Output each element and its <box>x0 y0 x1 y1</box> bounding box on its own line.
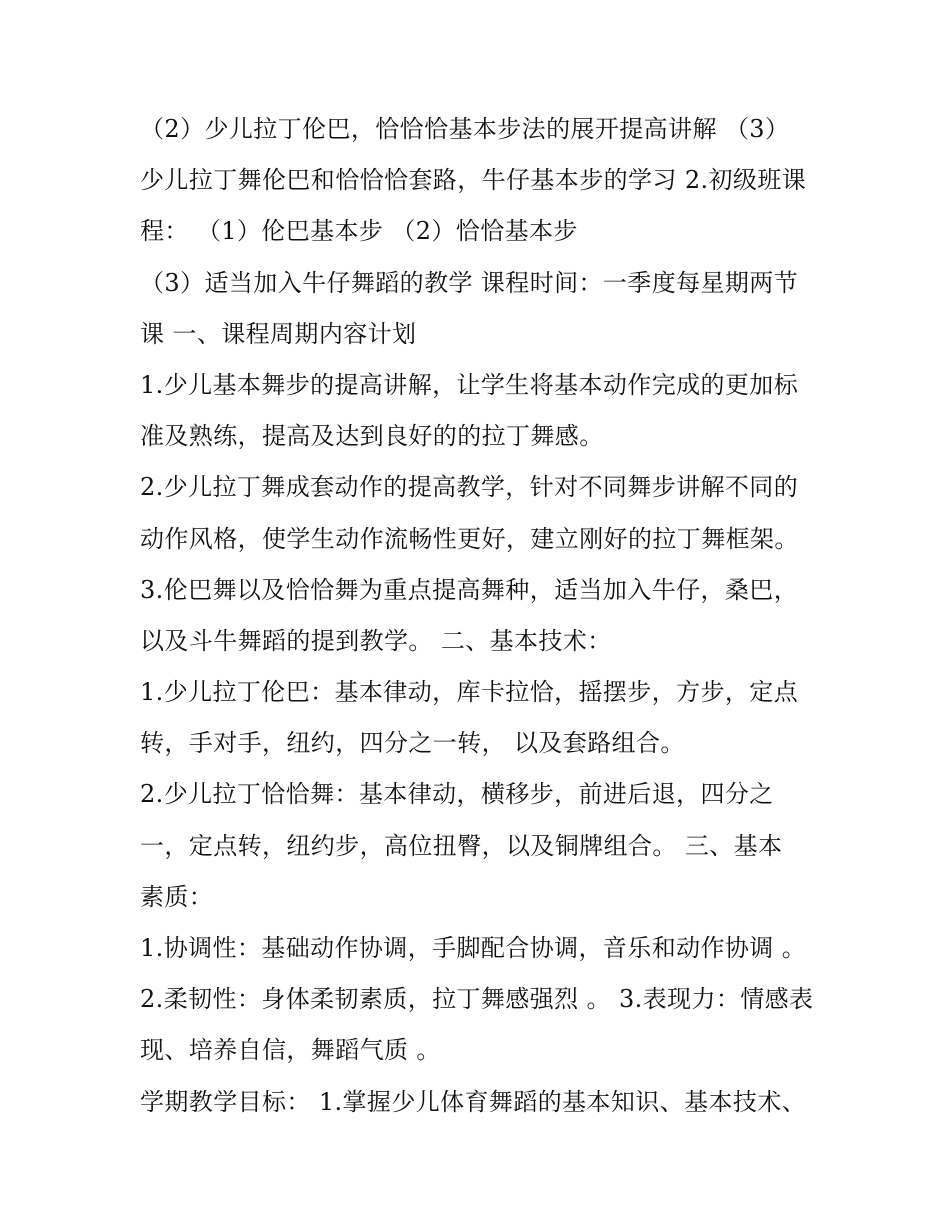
text-line: 学期教学目标： 1.掌握少儿体育舞蹈的基本知识、基本技术、 <box>140 1087 807 1116</box>
text-line: 现、培养自信，舞蹈气质 。 <box>140 1036 441 1065</box>
text-line: 2.少儿拉丁恰恰舞：基本律动，横移步，前进后退，四分之 <box>140 780 774 809</box>
text-line: 1.少儿基本舞步的提高讲解，让学生将基本动作完成的更加标 <box>140 370 799 399</box>
text-line: 以及斗牛舞蹈的提到教学。 二、基本技术： <box>140 626 612 655</box>
text-line: 程： （1）伦巴基本步 （2）恰恰基本步 <box>140 217 578 246</box>
text-line: 课 一、课程周期内容计划 <box>140 319 417 348</box>
document-body <box>140 104 820 1128</box>
text-line: 2.少儿拉丁舞成套动作的提高教学，针对不同舞步讲解不同的 <box>140 473 799 502</box>
text-line: 2.柔韧性：身体柔韧素质，拉丁舞感强烈 。 3.表现力：情感表 <box>140 985 814 1014</box>
text-line: 动作风格，使学生动作流畅性更好，建立刚好的拉丁舞框架。 <box>140 524 799 553</box>
text-line: 1.协调性：基础动作协调，手脚配合协调，音乐和动作协调 。 <box>140 934 807 962</box>
text-line: 一，定点转，纽约步，高位扭臀，以及铜牌组合。 三、基本 <box>140 831 783 860</box>
text-line: 转，手对手，纽约，四分之一转， 以及套路组合。 <box>140 729 685 758</box>
text-line: （3）适当加入牛仔舞蹈的教学 课程时间：一季度每星期两节 <box>140 268 799 297</box>
text-line: 素质： <box>140 882 214 911</box>
text-line: 少儿拉丁舞伦巴和恰恰恰套路，牛仔基本步的学习 2.初级班课 <box>140 166 807 195</box>
text-line: （2）少儿拉丁伦巴，恰恰恰基本步法的展开提高讲解 （3） <box>140 115 790 143</box>
text-line: 1.少儿拉丁伦巴：基本律动，库卡拉恰，摇摆步，方步，定点 <box>140 678 799 707</box>
text-line: 准及熟练，提高及达到良好的的拉丁舞感。 <box>140 422 604 451</box>
text-line: 3.伦巴舞以及恰恰舞为重点提高舞种，适当加入牛仔，桑巴， <box>140 575 799 604</box>
